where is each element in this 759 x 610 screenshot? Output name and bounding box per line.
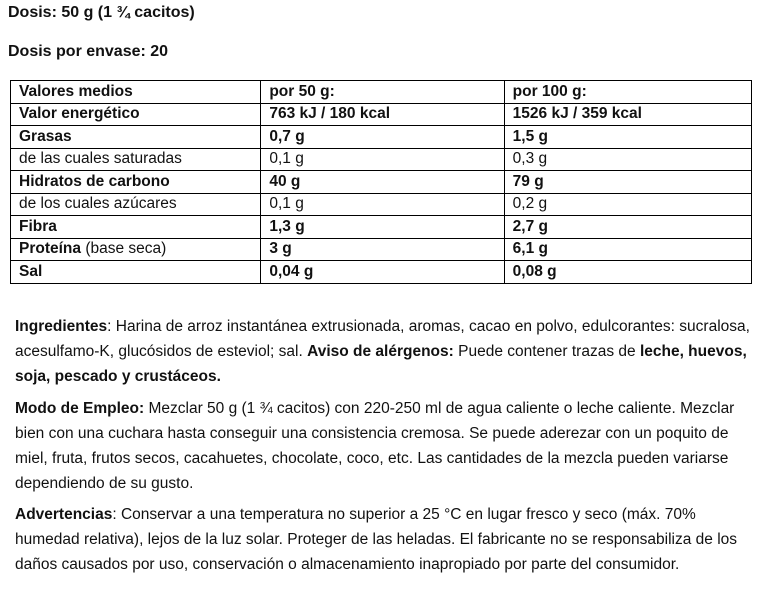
- allergen-heading: Aviso de alérgenos:: [307, 343, 454, 360]
- row-label-text: Proteína: [19, 240, 82, 258]
- table-row: [11, 171, 752, 194]
- row-label-text: de los cuales azúcares: [19, 195, 177, 213]
- allergen-list: leche, huevos, soja, pescado y crustáceos.: [15, 343, 747, 385]
- row-value-50g: 0,1 g: [261, 193, 504, 216]
- row-value-100g: 79 g: [504, 171, 751, 194]
- header-cell-per-50g: por 50 g:: [261, 81, 504, 104]
- table-row: [11, 148, 752, 171]
- row-label-text: Grasas: [19, 127, 72, 145]
- row-value-100g: 0,08 g: [504, 261, 751, 284]
- allergen-text: Puede contener trazas de: [453, 343, 640, 360]
- row-value-100g: 0,2 g: [504, 193, 751, 216]
- row-label: [11, 193, 261, 216]
- row-value-50g: 0,04 g: [261, 261, 504, 284]
- header-cell-label: Valores medios: [11, 81, 261, 104]
- table-row: [11, 238, 752, 261]
- row-label: [11, 171, 261, 194]
- row-value-100g: 0,3 g: [504, 148, 751, 171]
- ingredients-heading: Ingredientes: [15, 318, 108, 335]
- warnings-paragraph: [15, 502, 753, 577]
- row-value-50g: 0,7 g: [261, 126, 504, 149]
- warnings-text: : Conservar a una temperatura no superior a 25 °C en lugar fresco y seco (máx. 70% humedad relativa), lejos de la luz solar. Proteger de las heladas. El fabricante no se responsabiliza de los daños causados por uso, conservación o almacenamiento inapropiado por parte del consumidor.: [15, 506, 738, 573]
- row-label-qualifier: (base seca): [81, 240, 167, 258]
- usage-heading: Modo de Empleo:: [15, 400, 145, 417]
- row-value-100g: 2,7 g: [504, 216, 751, 239]
- nutrition-table: [10, 80, 752, 284]
- row-label-text: Hidratos de carbono: [19, 172, 170, 190]
- row-label-text: Valor energético: [19, 105, 140, 123]
- serving-size: Dosis: 50 g (1 ¾ cacitos): [8, 4, 195, 21]
- row-value-50g: 40 g: [261, 171, 504, 194]
- usage-paragraph: [15, 396, 753, 496]
- table-header-row: [11, 81, 752, 104]
- row-label: [11, 216, 261, 239]
- warnings-heading: Advertencias: [15, 506, 113, 523]
- row-value-50g: 0,1 g: [261, 148, 504, 171]
- ingredients-paragraph: [15, 314, 753, 389]
- row-label-text: de las cuales saturadas: [19, 150, 182, 168]
- header-cell-per-100g: por 100 g:: [504, 81, 751, 104]
- row-label: [11, 261, 261, 284]
- row-value-50g: 1,3 g: [261, 216, 504, 239]
- row-label-text: Fibra: [19, 217, 57, 235]
- row-value-100g: 1526 kJ / 359 kcal: [504, 103, 751, 126]
- row-label: [11, 126, 261, 149]
- table-row: [11, 193, 752, 216]
- row-value-50g: 3 g: [261, 238, 504, 261]
- table-row: [11, 216, 752, 239]
- row-label: [11, 103, 261, 126]
- ingredients-text: : Harina de arroz instantánea extrusionada, aromas, cacao en polvo, edulcorantes: sucralosa, acesulfamo-K, glucósidos de esteviol; sal.: [15, 318, 750, 360]
- table-row: [11, 126, 752, 149]
- row-label: [11, 238, 261, 261]
- table-row: [11, 103, 752, 126]
- row-value-50g: 763 kJ / 180 kcal: [261, 103, 504, 126]
- row-label-text: Sal: [19, 262, 43, 280]
- row-label: [11, 148, 261, 171]
- row-value-100g: 1,5 g: [504, 126, 751, 149]
- table-row: [11, 261, 752, 284]
- row-value-100g: 6,1 g: [504, 238, 751, 261]
- servings-per-package: Dosis por envase: 20: [8, 43, 169, 60]
- usage-text: Mezclar 50 g (1 ¾ cacitos) con 220-250 ml de agua caliente o leche caliente. Mezclar bien con una cuchara hasta conseguir una consistencia cremosa. Se puede aderezar con un poquito de miel, fruta, frutos secos, cacahuetes, chocolate, coco, etc. Las cantidades de la mezcla pueden variarse dependiendo de su gusto.: [15, 400, 735, 492]
